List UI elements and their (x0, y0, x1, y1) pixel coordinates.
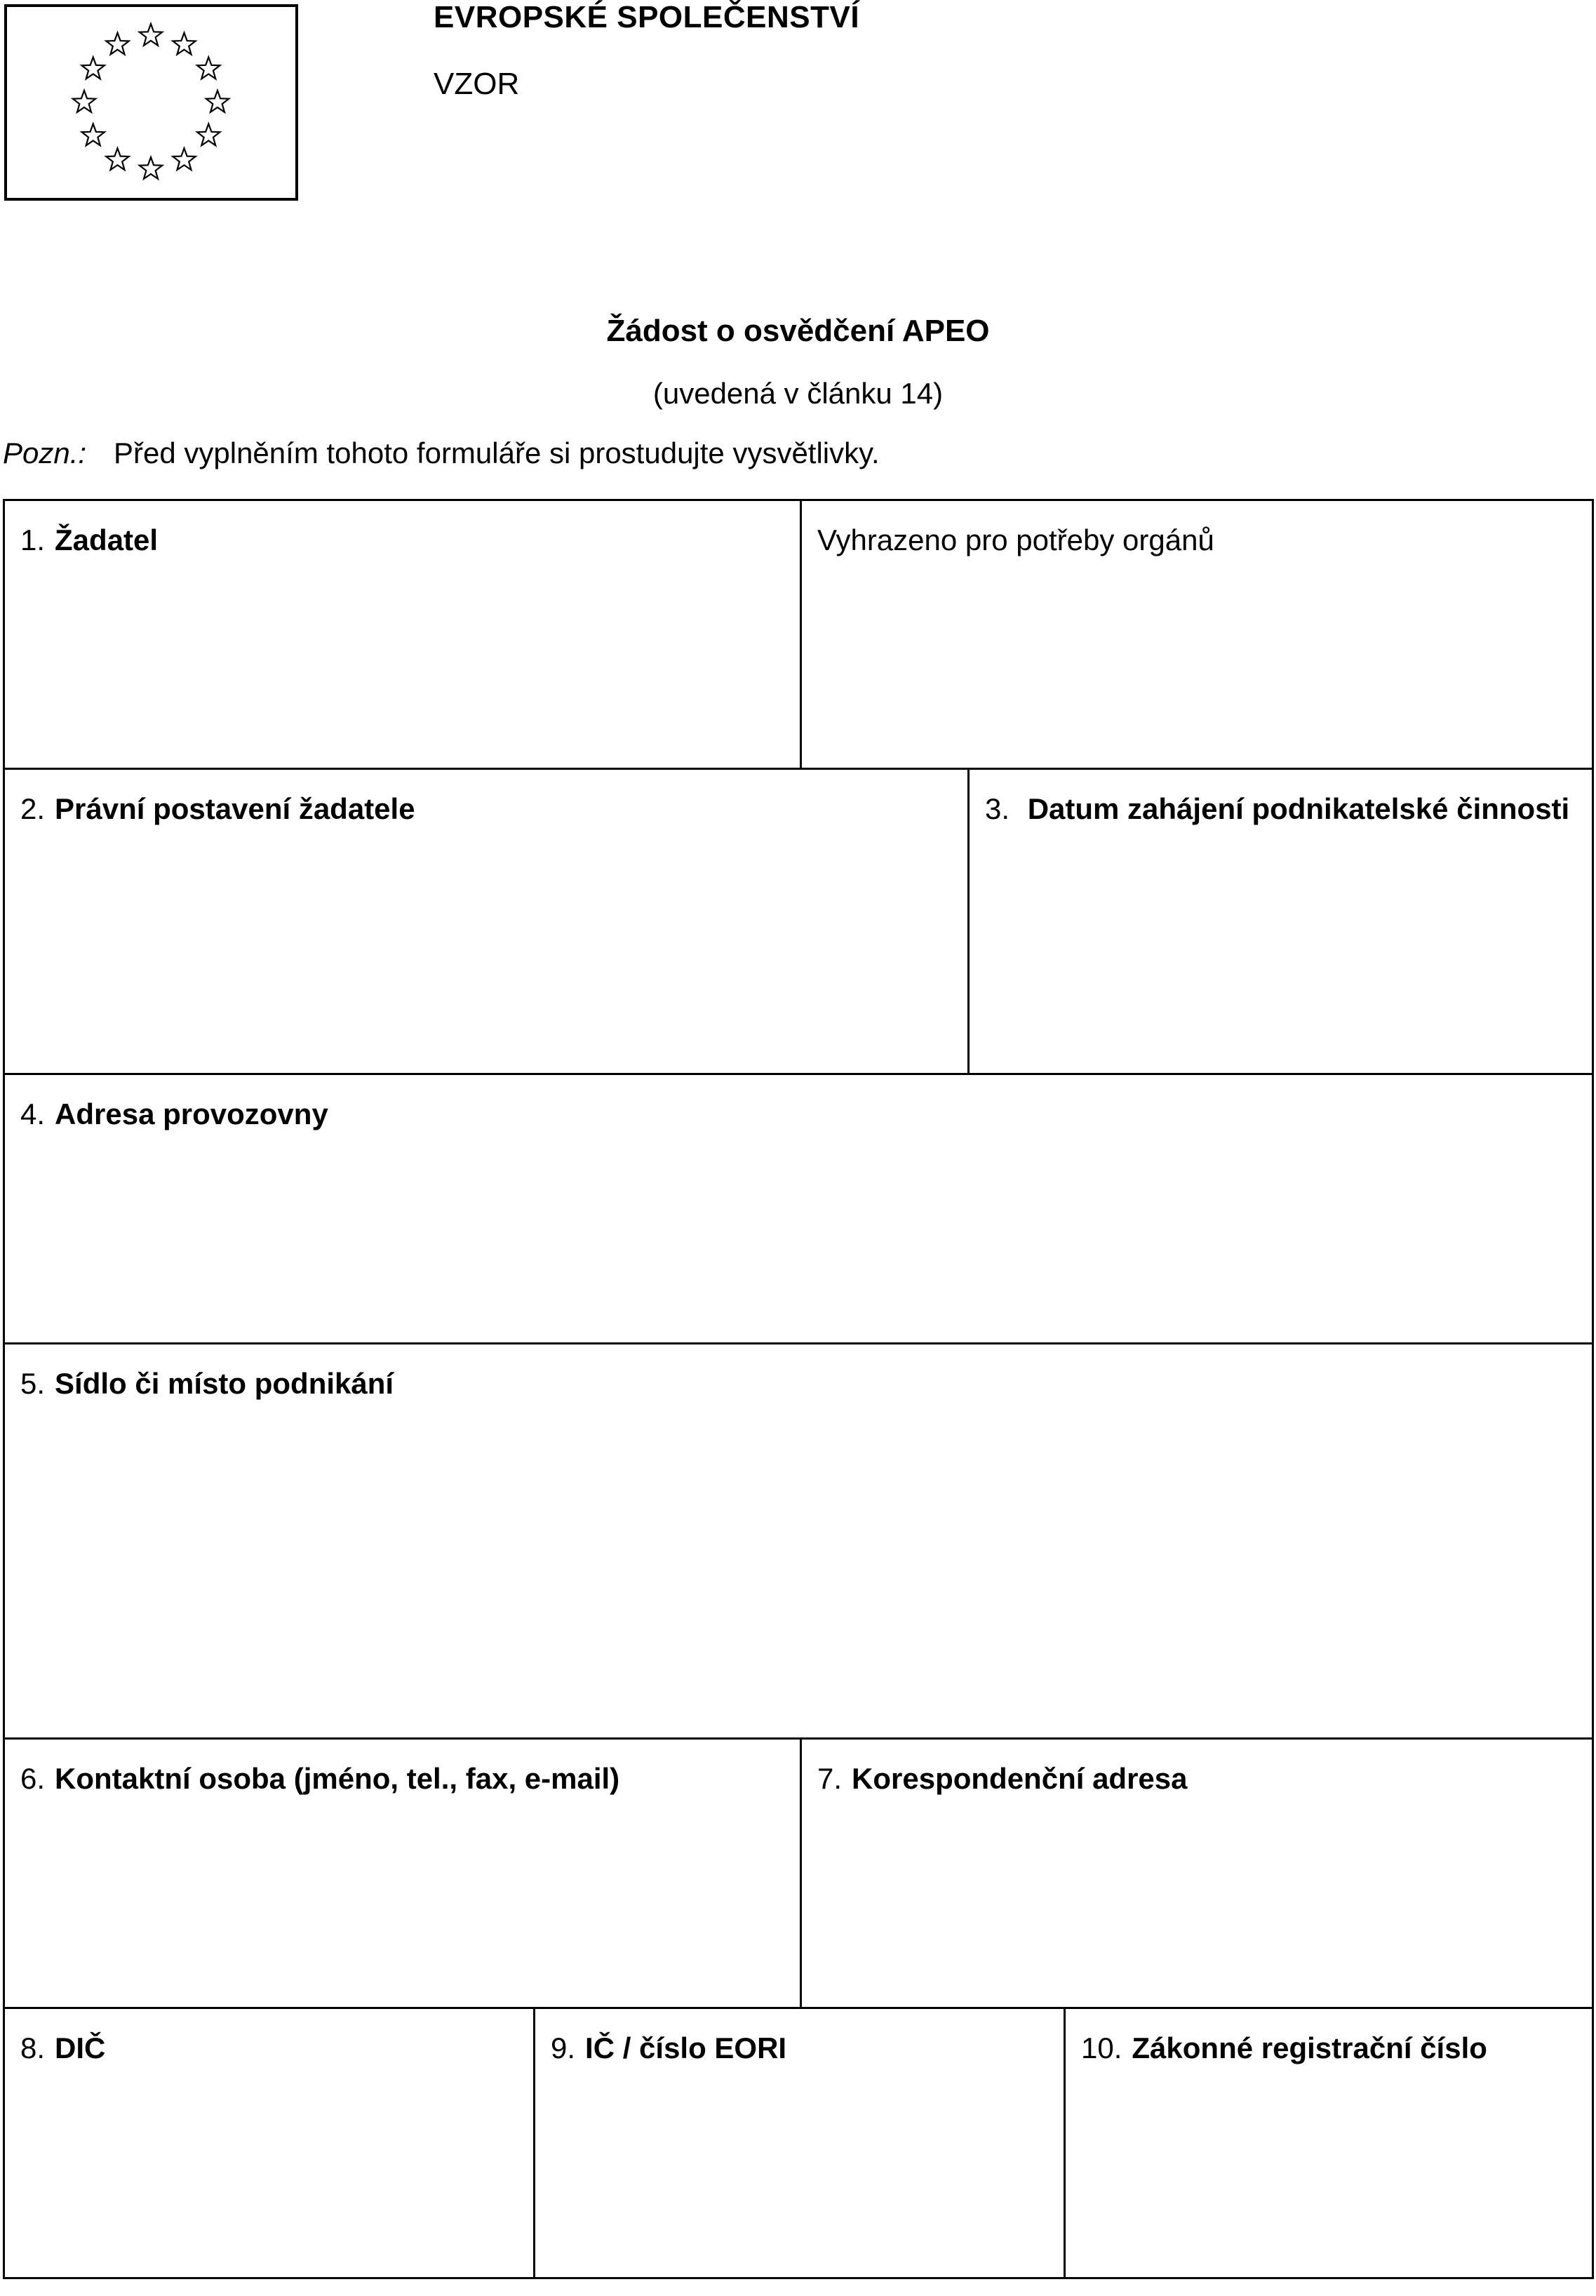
star-icon (173, 33, 195, 55)
field-number: 5. (20, 1367, 46, 1400)
field-number: 7. (817, 1762, 843, 1795)
field-label: Vyhrazeno pro potřeby orgánů (817, 523, 1214, 556)
field-applicant[interactable] (3, 499, 802, 770)
field-reserved-for-authority (800, 499, 1594, 770)
field-contact-person[interactable] (3, 1737, 802, 2009)
specimen-label: VZOR (434, 67, 520, 101)
field-label: Zákonné registrační číslo (1132, 2031, 1487, 2064)
field-label: Právní postavení žadatele (55, 792, 415, 825)
field-number: 6. (20, 1762, 46, 1795)
field-legal-registration-number[interactable] (1064, 2007, 1594, 2279)
community-heading: EVROPSKÉ SPOLEČENSTVÍ (434, 0, 860, 34)
field-number: 10. (1081, 2031, 1122, 2064)
star-icon (106, 148, 128, 170)
eu-flag-logo (4, 4, 298, 201)
field-eori-number[interactable] (533, 2007, 1066, 2279)
form-title: Žádost o osvědčení APEO (606, 314, 990, 348)
form-subtitle: (uvedená v článku 14) (652, 377, 944, 410)
field-number: 8. (20, 2031, 46, 2064)
field-label: Datum zahájení podnikatelské činnosti (1027, 792, 1570, 825)
star-icon (82, 124, 105, 146)
star-icon (206, 91, 229, 112)
field-label: Kontaktní osoba (jméno, tel., fax, e-mail) (55, 1762, 620, 1795)
field-legal-status[interactable] (3, 768, 970, 1075)
field-number: 4. (20, 1097, 46, 1130)
field-registered-office[interactable] (3, 1342, 1594, 1740)
field-correspondence-address[interactable] (800, 1737, 1594, 2009)
note-text: Před vyplněním tohoto formuláře si prostudujte vysvětlivky. (114, 436, 880, 469)
field-label: IČ / číslo EORI (585, 2031, 787, 2064)
field-label: DIČ (55, 2031, 106, 2064)
star-icon (197, 58, 220, 79)
star-icon (73, 91, 95, 112)
field-number: 2. (20, 792, 46, 825)
field-number: 1. (20, 523, 46, 556)
form-note (3, 436, 880, 470)
field-label: Korespondenční adresa (852, 1762, 1188, 1795)
form-grid (3, 499, 1594, 2279)
star-icon (140, 24, 162, 46)
star-icon (140, 157, 162, 179)
field-vat-number[interactable] (3, 2007, 535, 2279)
star-icon (173, 148, 195, 170)
field-number: 3. (985, 792, 1010, 825)
field-label: Sídlo či místo podnikání (55, 1367, 394, 1400)
eu-stars-circle-icon (7, 7, 295, 198)
star-icon (197, 124, 220, 146)
field-number: 9. (551, 2031, 576, 2064)
field-business-start-date[interactable] (967, 768, 1594, 1075)
star-icon (82, 58, 105, 79)
star-icon (106, 33, 128, 55)
note-label: Pozn.: (3, 436, 87, 469)
field-label: Adresa provozovny (55, 1097, 328, 1130)
field-establishment-address[interactable] (3, 1073, 1594, 1344)
field-label: Žadatel (55, 523, 159, 556)
